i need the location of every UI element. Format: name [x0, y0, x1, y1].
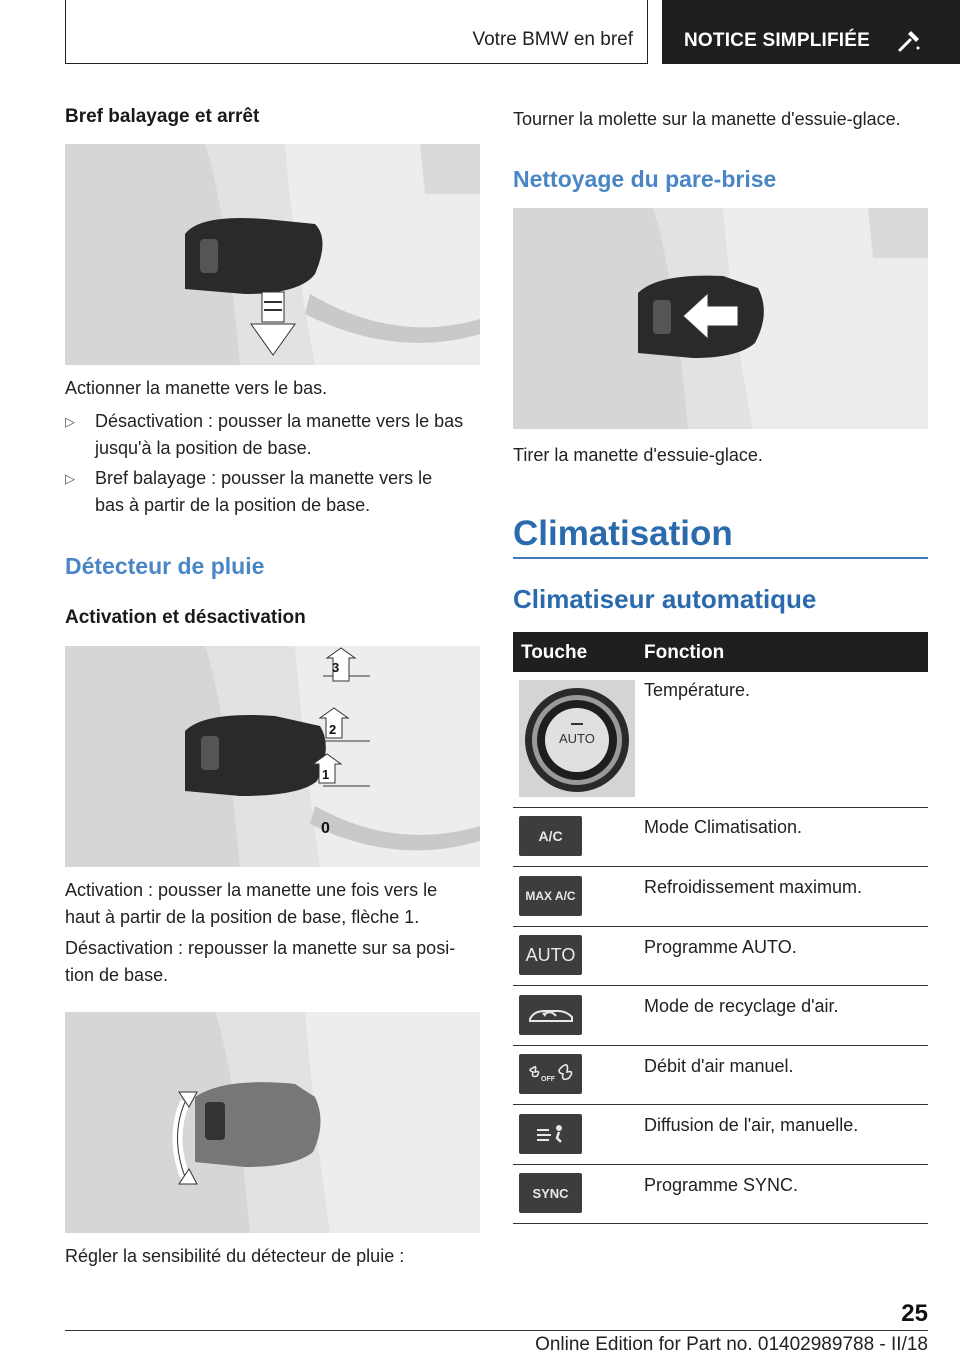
fan-off-label: OFF: [541, 1076, 555, 1083]
table-row-function-3: Programme AUTO.: [644, 937, 797, 957]
text-deactivation-line1: Désactivation : repousser la manette sur sa posi-: [65, 938, 456, 958]
bullet-short-wipe-line1: Bref balayage : pousser la manette vers le: [95, 468, 433, 488]
bullet-deactivation-line2: jusqu'à la position de base.: [95, 438, 312, 458]
bullet-triangle-icon: ▷: [65, 471, 75, 486]
figure-pull-lever: [513, 208, 928, 429]
footer-rule: [65, 1330, 928, 1331]
bullet-triangle-icon: ▷: [65, 414, 75, 429]
figure-rain-sensor-positions: [65, 646, 480, 867]
table-row-divider: [513, 1223, 928, 1224]
bullet-short-wipe-line2: bas à partir de la position de base.: [95, 495, 371, 515]
text-sensitivity: Régler la sensibilité du détecteur de pluie :: [65, 1246, 405, 1266]
ac-button-icon: [519, 816, 582, 856]
wrench-icon: [894, 28, 924, 54]
text-activation-line1: Activation : pousser la manette une fois vers le: [65, 880, 438, 900]
table-row-divider: [513, 1045, 928, 1046]
air-distribution-icon: [519, 1114, 582, 1154]
table-row-divider: [513, 926, 928, 927]
recirculation-icon: [519, 995, 582, 1035]
text-push-down: Actionner la manette vers le bas.: [65, 378, 328, 398]
text-activation: [65, 877, 480, 931]
text-pull-lever: Tirer la manette d'essuie-glace.: [513, 445, 763, 465]
heading-auto-ac: Climatiseur automatique: [513, 584, 817, 614]
header-section-title: Votre BMW en bref: [472, 29, 633, 50]
fan-speed-icon: [519, 1054, 582, 1094]
max-ac-button-icon: [519, 876, 582, 916]
page-number: 25: [901, 1300, 928, 1327]
table-header-key: Touche: [521, 642, 588, 663]
footer-edition: Online Edition for Part no. 01402989788 - II/18: [535, 1334, 928, 1355]
fig2-label-3: 3: [332, 660, 340, 675]
table-row-function-2: Refroidissement maximum.: [644, 877, 863, 897]
table-row-function-4: Mode de recyclage d'air.: [644, 996, 839, 1016]
table-row-function-5: Débit d'air manuel.: [644, 1056, 794, 1076]
bullet-deactivation-line1: Désactivation : pousser la manette vers le bas: [95, 411, 464, 431]
heading-climate: Climatisation: [513, 514, 733, 553]
max-ac-button-label: MAX A/C: [525, 889, 576, 903]
table-row-function-0: Température.: [644, 680, 751, 700]
table-row-function-1: Mode Climatisation.: [644, 817, 803, 837]
temperature-knob-icon: [519, 680, 635, 797]
ac-button-label: A/C: [538, 828, 563, 844]
table-row-divider: [513, 1104, 928, 1105]
table-row-divider: [513, 1164, 928, 1165]
auto-button-icon: [519, 935, 582, 975]
header-section-box: [65, 0, 648, 64]
fig2-label-2: 2: [329, 722, 337, 737]
table-row-divider: [513, 866, 928, 867]
heading-short-wipe: Bref balayage et arrêt: [65, 106, 260, 127]
table-row-function-7: Programme SYNC.: [644, 1175, 799, 1195]
table-row-divider: [513, 807, 928, 808]
bullet-short-wipe: [65, 465, 480, 521]
figure-sensitivity-wheel: [65, 1012, 480, 1233]
text-activation-line2: haut à partir de la position de base, flèche 1.: [65, 907, 420, 927]
text-deactivation-line2: tion de base.: [65, 965, 169, 985]
table-header: [513, 632, 928, 672]
text-deactivation: [65, 935, 480, 989]
fig2-label-1: 1: [322, 767, 330, 782]
text-turn-wheel: Tourner la molette sur la manette d'essuie-glace.: [513, 109, 901, 129]
table-row-divider: [513, 985, 928, 986]
heading-rain-sensor: Détecteur de pluie: [65, 553, 265, 579]
fig2-label-0: 0: [321, 820, 330, 837]
heading-windscreen: Nettoyage du pare-brise: [513, 166, 777, 192]
sync-button-label: SYNC: [532, 1185, 569, 1201]
figure-wiper-lever-down: [65, 144, 480, 365]
header-chapter-box[interactable]: [662, 0, 960, 64]
auto-button-label: AUTO: [525, 944, 576, 965]
header-chapter-title: NOTICE SIMPLIFIÉE: [684, 30, 871, 51]
temperature-knob-label: AUTO: [559, 731, 595, 746]
bullet-deactivation: [65, 408, 480, 464]
sync-button-icon: [519, 1173, 582, 1213]
heading-climate-rule: [513, 557, 928, 559]
heading-activation: Activation et désactivation: [65, 607, 306, 628]
table-header-function: Fonction: [644, 642, 725, 663]
table-row-function-6: Diffusion de l'air, manuelle.: [644, 1115, 859, 1135]
